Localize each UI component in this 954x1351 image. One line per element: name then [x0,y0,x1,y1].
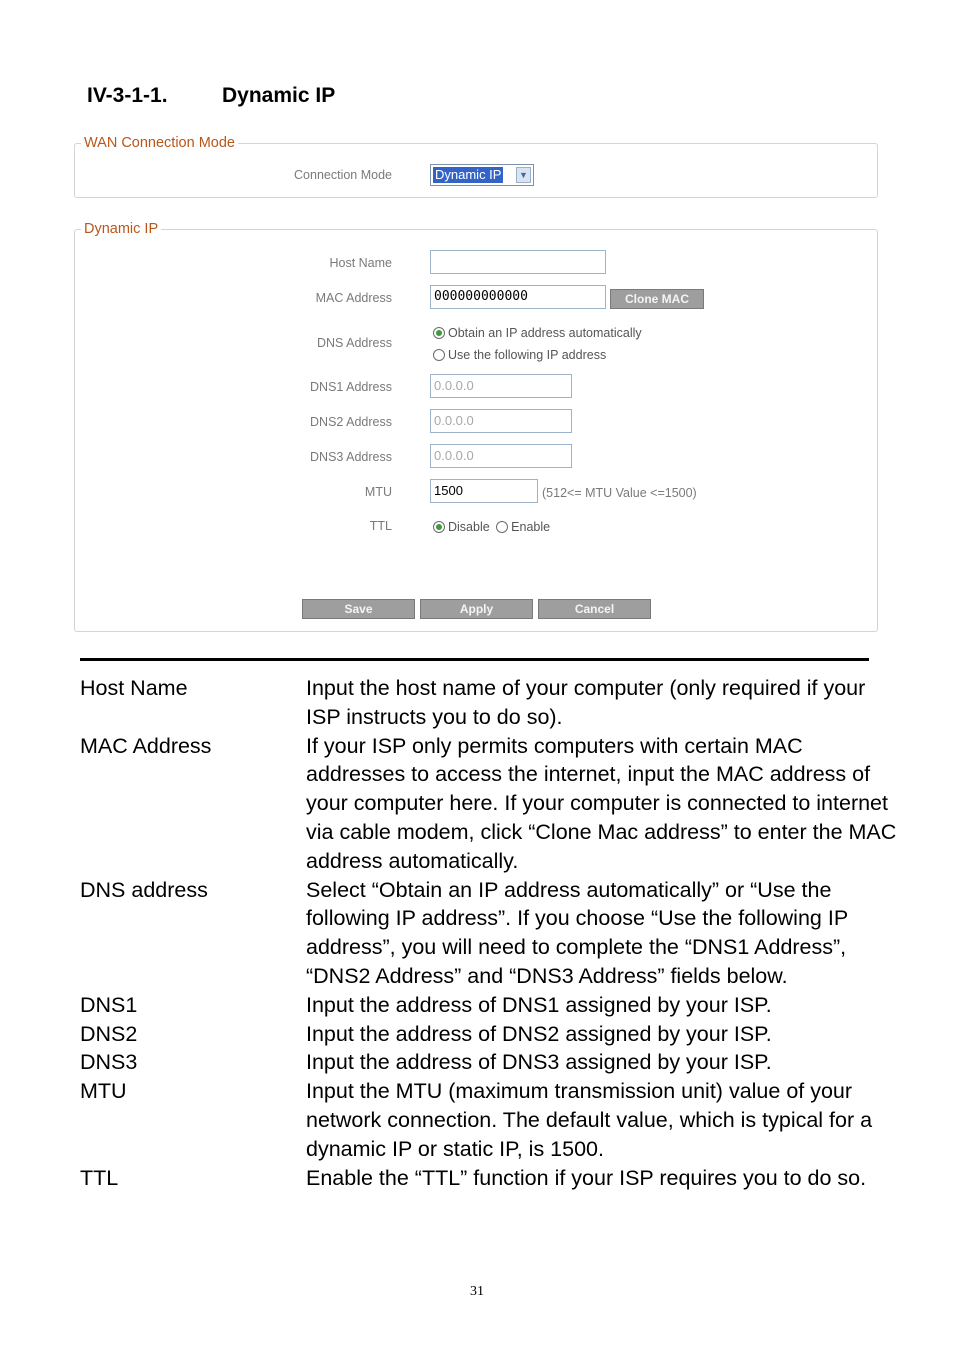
cancel-button[interactable]: Cancel [538,599,651,619]
divider-rule [80,658,869,661]
connection-mode-value: Dynamic IP [435,167,502,182]
dns-auto-option[interactable] [433,325,642,341]
description-term: DNS2 [80,1021,138,1046]
description-term: Host Name [80,676,188,700]
dynamic-ip-panel [74,221,878,632]
dns3-address-label: DNS3 Address [310,450,392,464]
mtu-hint: (512<= MTU Value <=1500) [542,486,697,500]
host-name-input[interactable] [430,250,606,274]
dns1-address-input[interactable]: 0.0.0.0 [430,374,572,398]
connection-mode-label: Connection Mode [294,168,392,182]
description-row [80,1020,900,1049]
ttl-disable-radio[interactable] [433,521,445,533]
description-definition: Input the address of DNS1 assigned by your ISP. [306,992,772,1017]
ttl-enable-label: Enable [511,520,551,534]
ttl-disable-label: Disable [448,520,490,534]
section-title: Dynamic IP [222,84,336,107]
wan-panel-legend: WAN Connection Mode [81,134,238,152]
description-row [80,991,900,1020]
host-name-label: Host Name [329,256,392,270]
dns2-address-input[interactable]: 0.0.0.0 [430,409,572,433]
section-heading [87,84,335,108]
dns-auto-radio[interactable] [433,327,445,339]
description-term: TTL [80,1165,119,1190]
description-definition: Select “Obtain an IP address automatically” or “Use the following IP address”. If you choose “Use the following IP address”, you will need to complete the “DNS1 Address”, “DNS2 Address” and “DNS3 Address” fields below. [306,877,848,988]
dns-manual-option[interactable] [433,347,606,363]
chevron-down-icon[interactable]: ▼ [516,167,531,183]
connection-mode-select[interactable] [430,164,534,186]
dns-manual-label: Use the following IP address [448,348,607,362]
mtu-input[interactable]: 1500 [430,479,538,503]
description-definition: Input the MTU (maximum transmission unit) value of your network connection. The default value, which is typical for a dynamic IP or static IP, is 1500. [306,1079,873,1161]
description-definition: Input the host name of your computer (only required if your ISP instructs you to do so). [306,676,866,729]
section-number: IV-3-1-1. [87,84,168,107]
description-row [80,1164,900,1193]
description-term: MTU [80,1079,127,1104]
description-definition: Enable the “TTL” function if your ISP requires you to do so. [306,1165,867,1190]
description-term: DNS1 [80,992,138,1017]
description-definition: Input the address of DNS3 assigned by your ISP. [306,1050,772,1075]
description-row [80,1048,900,1077]
description-term: DNS address [80,877,208,902]
dns-address-label: DNS Address [316,336,392,350]
dns2-address-label: DNS2 Address [310,415,392,429]
ttl-options [433,519,550,535]
ttl-enable-radio[interactable] [496,521,508,533]
dns-manual-radio[interactable] [433,349,445,361]
save-button[interactable]: Save [302,599,415,619]
description-row [80,674,900,732]
description-definition: Input the address of DNS2 assigned by your ISP. [306,1021,772,1046]
description-table [80,674,900,1192]
mac-address-input[interactable]: 000000000000 [430,285,606,309]
ttl-label: TTL [369,519,392,533]
dynamic-ip-panel-legend: Dynamic IP [81,220,161,238]
dns3-address-input[interactable]: 0.0.0.0 [430,444,572,468]
wan-connection-mode-panel [74,135,878,198]
apply-button[interactable]: Apply [420,599,533,619]
description-definition: If your ISP only permits computers with certain MAC addresses to access the internet, input the MAC address of your computer here. If your computer is connected to internet via cable modem, click “Clone Mac address” to enter the MAC address automatically. [306,733,897,873]
description-term: MAC Address [80,733,212,758]
page-number: 31 [470,1284,484,1299]
clone-mac-button[interactable]: Clone MAC [610,289,704,309]
mtu-label: MTU [364,485,392,499]
description-row [80,876,900,991]
mac-address-label: MAC Address [315,291,392,305]
dns-auto-label: Obtain an IP address automatically [448,326,642,340]
dns1-address-label: DNS1 Address [310,380,392,394]
description-row [80,732,900,876]
description-row [80,1077,900,1163]
description-term: DNS3 [80,1050,138,1075]
